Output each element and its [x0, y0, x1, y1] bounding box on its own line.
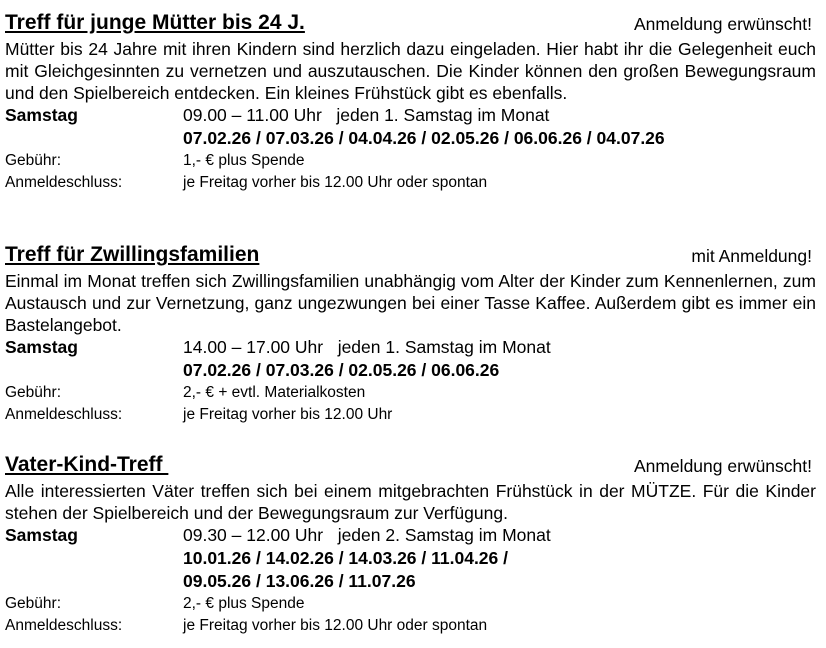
section-description: Alle interessierten Väter treffen sich bei einem mitgebrachten Frühstück in der MÜTZE. Für die Kinder stehen der Spielbereich und der Bewegungsraum zur Verfügung.: [5, 481, 816, 523]
fee-row: [5, 382, 816, 404]
deadline-value: je Freitag vorher bis 12.00 Uhr oder spontan: [183, 174, 488, 191]
fee-row: [5, 150, 816, 172]
schedule-row: [5, 524, 816, 547]
deadline-label: Anmeldeschluss:: [5, 617, 123, 634]
deadline-value: je Freitag vorher bis 12.00 Uhr oder spontan: [183, 617, 488, 634]
registration-note: Anmeldung erwünscht!: [633, 456, 812, 476]
deadline-value: je Freitag vorher bis 12.00 Uhr: [183, 406, 393, 423]
registration-note: mit Anmeldung!: [691, 246, 812, 266]
section-twin-families: [5, 242, 816, 426]
deadline-row: [5, 404, 816, 426]
time-text: 09.00 – 11.00 Uhr jeden 1. Samstag im Monat: [183, 105, 550, 125]
deadline-row: [5, 172, 816, 194]
day-label: Samstag: [5, 525, 78, 545]
section-description: Einmal im Monat treffen sich Zwillingsfamilien unabhängig vom Alter der Kinder zum Kennenlernen, zum Austausch und zur Vernetzung, ganz ungezwungen bei einer Tasse Kaffee. Außerdem gibt es immer ein Bastelangebot.: [5, 271, 816, 335]
fee-row: [5, 593, 816, 615]
section-header: [5, 452, 816, 480]
section-father-child: [5, 452, 816, 637]
schedule-row: [5, 104, 816, 127]
fee-value: 1,- € plus Spende: [183, 152, 305, 169]
section-title: Treff für junge Mütter bis 24 J.: [5, 11, 305, 34]
section-header: [5, 242, 816, 270]
time-text: 14.00 – 17.00 Uhr jeden 1. Samstag im Monat: [183, 337, 551, 357]
deadline-label: Anmeldeschluss:: [5, 174, 123, 191]
schedule-row: [5, 336, 816, 359]
fee-value: 2,- € plus Spende: [183, 595, 305, 612]
fee-label: Gebühr:: [5, 384, 62, 401]
day-label: Samstag: [5, 337, 78, 357]
dates-line: 07.02.26 / 07.03.26 / 02.05.26 / 06.06.26: [183, 360, 500, 380]
section-young-mothers: [5, 10, 816, 194]
dates-line: 10.01.26 / 14.02.26 / 14.03.26 / 11.04.26 /: [183, 548, 508, 568]
fee-label: Gebühr:: [5, 595, 62, 612]
fee-label: Gebühr:: [5, 152, 62, 169]
registration-note: Anmeldung erwünscht!: [633, 14, 812, 34]
fee-value: 2,- € + evtl. Materialkosten: [183, 384, 366, 401]
dates-line: 09.05.26 / 13.06.26 / 11.07.26: [183, 571, 416, 591]
deadline-row: [5, 615, 816, 637]
dates-line: 07.02.26 / 07.03.26 / 04.04.26 / 02.05.26 / 06.06.26 / 04.07.26: [183, 128, 665, 148]
section-header: [5, 10, 816, 38]
section-title: Treff für Zwillingsfamilien: [5, 243, 260, 266]
day-label: Samstag: [5, 105, 78, 125]
section-title: Vater-Kind-Treff: [5, 453, 169, 476]
deadline-label: Anmeldeschluss:: [5, 406, 123, 423]
section-description: Mütter bis 24 Jahre mit ihren Kindern sind herzlich dazu eingeladen. Hier habt ihr die Gelegenheit euch mit Gleichgesinnten zu vernetzen und auszutauschen. Die Kinder können den großen Bewegungsraum und den Spielbereich entdecken. Ein kleines Frühstück gibt es ebenfalls.: [5, 39, 816, 103]
time-text: 09.30 – 12.00 Uhr jeden 2. Samstag im Monat: [183, 525, 551, 545]
